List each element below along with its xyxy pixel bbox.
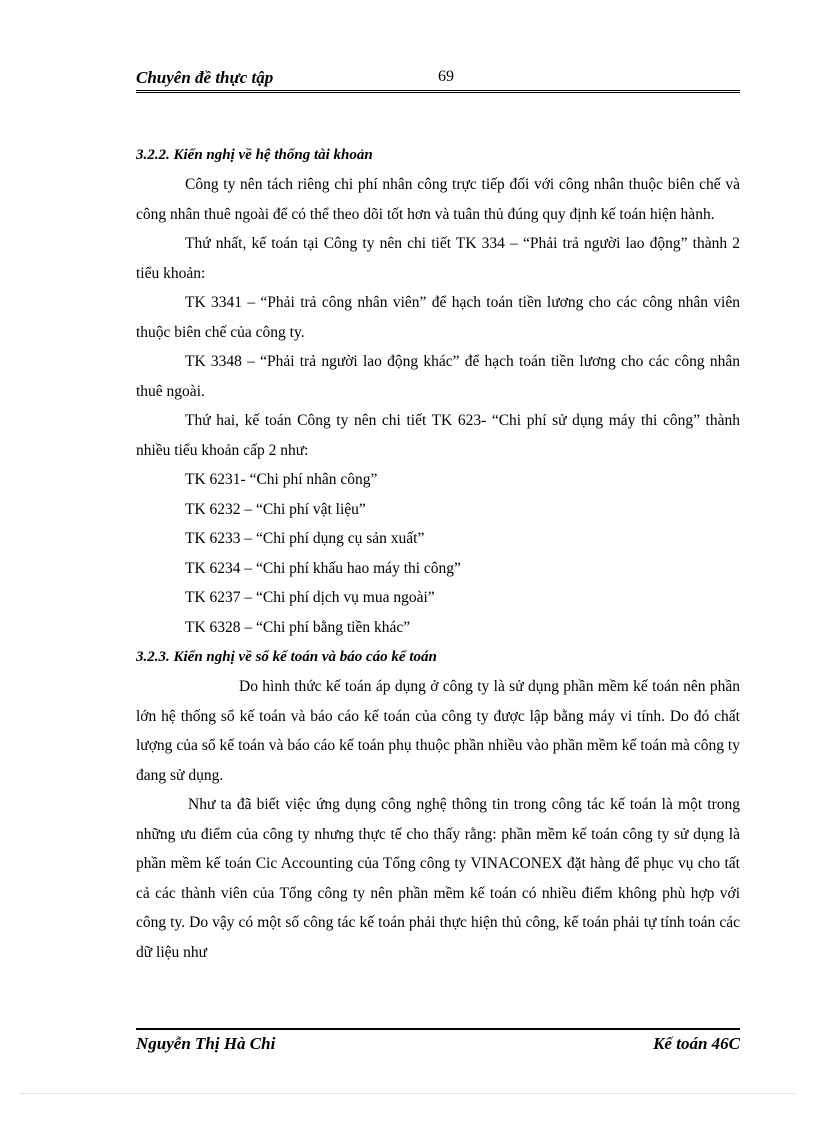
paragraph: Công ty nên tách riêng chi phí nhân công trực tiếp đối với công nhân thuộc biên chế và công nhân thuê ngoài để có thể theo dõi tốt hơn và tuân thủ đúng quy định kế toán hiện hành. xyxy=(136,176,740,223)
header-rule xyxy=(136,90,740,98)
page-body xyxy=(136,140,740,967)
account-list-item: TK 6233 – “Chi phí dụng cụ sản xuất” xyxy=(185,530,425,547)
account-list-item: TK 6328 – “Chi phí bằng tiền khác” xyxy=(185,618,411,636)
document-title: Chuyên đề thực tập xyxy=(136,68,274,87)
paragraph: Thứ nhất, kế toán tại Công ty nên chi tiết TK 334 – “Phải trả người lao động” thành 2 tiểu khoản: xyxy=(136,235,740,282)
paragraph: Do hình thức kế toán áp dụng ở công ty là sử dụng phần mềm kế toán nên phần lớn hệ thống sổ kế toán và báo cáo kế toán của công ty được lập bằng máy vi tính. Do đó chất lượng của sổ kế toán và báo cáo kế toán phụ thuộc phần nhiều vào phần mềm kế toán mà công ty đang sử dụng. xyxy=(136,678,740,784)
footer-author: Nguyễn Thị Hà Chi xyxy=(136,1034,276,1053)
footer-class: Kế toán 46C xyxy=(653,1034,740,1053)
account-list-item: TK 6234 – “Chi phí khấu hao máy thi công” xyxy=(185,559,461,577)
footer-rule xyxy=(136,1028,740,1030)
account-list-item: TK 6232 – “Chi phí vật liệu” xyxy=(185,500,366,518)
paragraph: TK 3341 – “Phải trả công nhân viên” để hạch toán tiền lương cho các công nhân viên thuộc biên chế của công ty. xyxy=(136,294,740,341)
section-heading-3-2-3: 3.2.3. Kiến nghị về sổ kế toán và báo cáo kế toán xyxy=(136,649,437,665)
account-list-item: TK 6231- “Chi phí nhân công” xyxy=(185,471,378,488)
section-heading-3-2-2: 3.2.2. Kiến nghị về hệ thống tài khoản xyxy=(136,147,373,163)
page-number: 69 xyxy=(438,68,454,85)
account-list-item: TK 6237 – “Chi phí dịch vụ mua ngoài” xyxy=(185,589,435,606)
page-bottom-border xyxy=(20,1093,796,1094)
paragraph: TK 3348 – “Phải trả người lao động khác” để hạch toán tiền lương cho các công nhân thuê ngoài. xyxy=(136,353,740,400)
paragraph: Như ta đã biết việc ứng dụng công nghệ thông tin trong công tác kế toán là một trong những ưu điểm của công ty nhưng thực tế cho thấy rằng: phần mềm kế toán công ty sử dụng là phần mềm kế toán Cic Accounting của Tổng công ty VINACONEX đặt hàng để phục vụ cho tất cả các thành viên của Tổng công ty nên phần mềm kế toán có nhiều điểm không phù hợp với công ty. Do vậy có một số công tác kế toán phải thực hiện thủ công, kế toán phải tự tính toán các dữ liệu như xyxy=(136,796,740,961)
paragraph: Thứ hai, kế toán Công ty nên chi tiết TK 623- “Chi phí sử dụng máy thi công” thành nhiều tiểu khoản cấp 2 như: xyxy=(136,412,740,459)
